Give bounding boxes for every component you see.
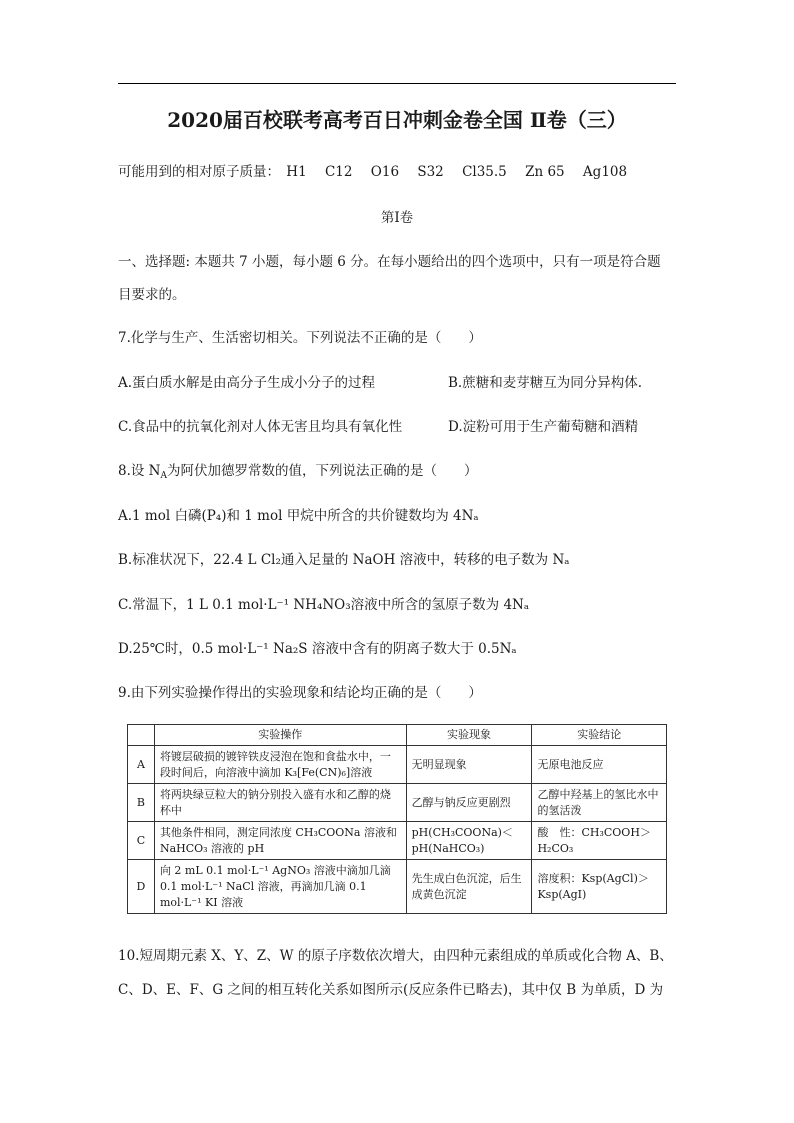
section-heading: 第Ⅰ卷 — [380, 210, 414, 226]
mass-c: C12 — [324, 164, 353, 180]
table-row — [128, 746, 667, 784]
q7-option-c: C.食品中的抗氧化剂对人体无害且均具有氧化性 — [118, 419, 403, 435]
q8-stem — [118, 459, 477, 481]
instructions-line-2: 目要求的。 — [118, 287, 186, 303]
experiment-table — [127, 724, 667, 914]
phenomenon-cell: 先生成白色沉淀，后生成黄色沉淀 — [406, 860, 532, 914]
q10-line-1: 10.短周期元素 X、Y、Z、W 的原子序数依次增大，由四种元素组成的单质或化合物 A、B、 — [118, 948, 673, 964]
row-label: B — [128, 784, 155, 822]
conclusion-cell: 酸 性：CH₃COOH＞H₂CO₃ — [532, 822, 667, 860]
q7-option-d: D.淀粉可用于生产葡萄糖和酒精 — [448, 419, 639, 435]
mass-o: O16 — [370, 164, 400, 180]
q8-option-c: C.常温下，1 L 0.1 mol·L⁻¹ NH₄NO₃溶液中所含的氢原子数为 4Nₐ — [118, 597, 530, 613]
operation-cell: 将镀层破损的镀锌铁皮浸泡在饱和食盐水中，一段时间后，向溶液中滴加 K₃[Fe(CN)₆]溶液 — [154, 746, 406, 784]
instructions-line-1: 一、选择题: 本题共 7 小题，每小题 6 分。在每小题给出的四个选项中，只有一项是符合题 — [118, 254, 661, 270]
q8-option-b: B.标准状况下，22.4 L Cl₂通入足量的 NaOH 溶液中，转移的电子数为 Nₐ — [118, 552, 570, 568]
conclusion-cell: 乙醇中羟基上的氢比水中的氢活泼 — [532, 784, 667, 822]
row-label: C — [128, 822, 155, 860]
row-label: A — [128, 746, 155, 784]
mass-h: H1 — [286, 164, 307, 180]
mass-cl: Cl35.5 — [462, 164, 507, 180]
table-row — [128, 784, 667, 822]
q8-option-d: D.25℃时，0.5 mol·L⁻¹ Na₂S 溶液中含有的阴离子数大于 0.5Nₐ — [118, 641, 517, 657]
atomic-mass-label: 可能用到的相对原子质量： — [118, 164, 280, 180]
table-header-phenomenon: 实验现象 — [406, 725, 532, 746]
phenomenon-cell: pH(CH₃COONa)＜pH(NaHCO₃) — [406, 822, 532, 860]
mass-ag: Ag108 — [582, 164, 628, 180]
q8-option-a: A.1 mol 白磷(P₄)和 1 mol 甲烷中所含的共价键数均为 4Nₐ — [118, 508, 479, 524]
conclusion-cell: 溶度积：Ksp(AgCl)＞Ksp(AgI) — [532, 860, 667, 914]
atomic-mass-line — [118, 160, 641, 180]
phenomenon-cell: 无明显现象 — [406, 746, 532, 784]
table-row — [128, 822, 667, 860]
table-header-blank — [128, 725, 155, 746]
page-title: 2020届百校联考高考百日冲刺金卷全国 Ⅱ卷（三） — [167, 108, 627, 132]
phenomenon-cell: 乙醇与钠反应更剧烈 — [406, 784, 532, 822]
table-header-row — [128, 725, 667, 746]
mass-zn: Zn 65 — [525, 164, 565, 180]
header-rule — [118, 83, 676, 84]
operation-cell: 将两块绿豆粒大的钠分别投入盛有水和乙醇的烧杯中 — [154, 784, 406, 822]
q7-option-b: B.蔗糖和麦芽糖互为同分异构体. — [448, 375, 643, 391]
table-header-operation: 实验操作 — [154, 725, 406, 746]
q7-stem: 7.化学与生产、生活密切相关。下列说法不正确的是（ ） — [118, 330, 482, 346]
table-row — [128, 860, 667, 914]
q7-option-a: A.蛋白质水解是由高分子生成小分子的过程 — [118, 375, 376, 391]
q8-stem-part-b: 为阿伏加德罗常数的值，下列说法正确的是（ ） — [166, 463, 478, 479]
q9-stem: 9.由下列实验操作得出的实验现象和结论均正确的是（ ） — [118, 685, 482, 701]
table-header-conclusion: 实验结论 — [532, 725, 667, 746]
operation-cell: 其他条件相同，测定同浓度 CH₃COONa 溶液和 NaHCO₃ 溶液的 pH — [154, 822, 406, 860]
q8-stem-sub: A — [160, 471, 167, 481]
conclusion-cell: 无原电池反应 — [532, 746, 667, 784]
row-label: D — [128, 860, 155, 914]
mass-s: S32 — [417, 164, 444, 180]
q10-line-2: C、D、E、F、G 之间的相互转化关系如图所示(反应条件已略去)，其中仅 B 为单质，D 为 — [118, 982, 664, 998]
q8-stem-part-a: 8.设 N — [118, 463, 161, 479]
operation-cell: 向 2 mL 0.1 mol·L⁻¹ AgNO₃ 溶液中滴加几滴 0.1 mol·L⁻¹ NaCl 溶液，再滴加几滴 0.1 mol·L⁻¹ KI 溶液 — [154, 860, 406, 914]
